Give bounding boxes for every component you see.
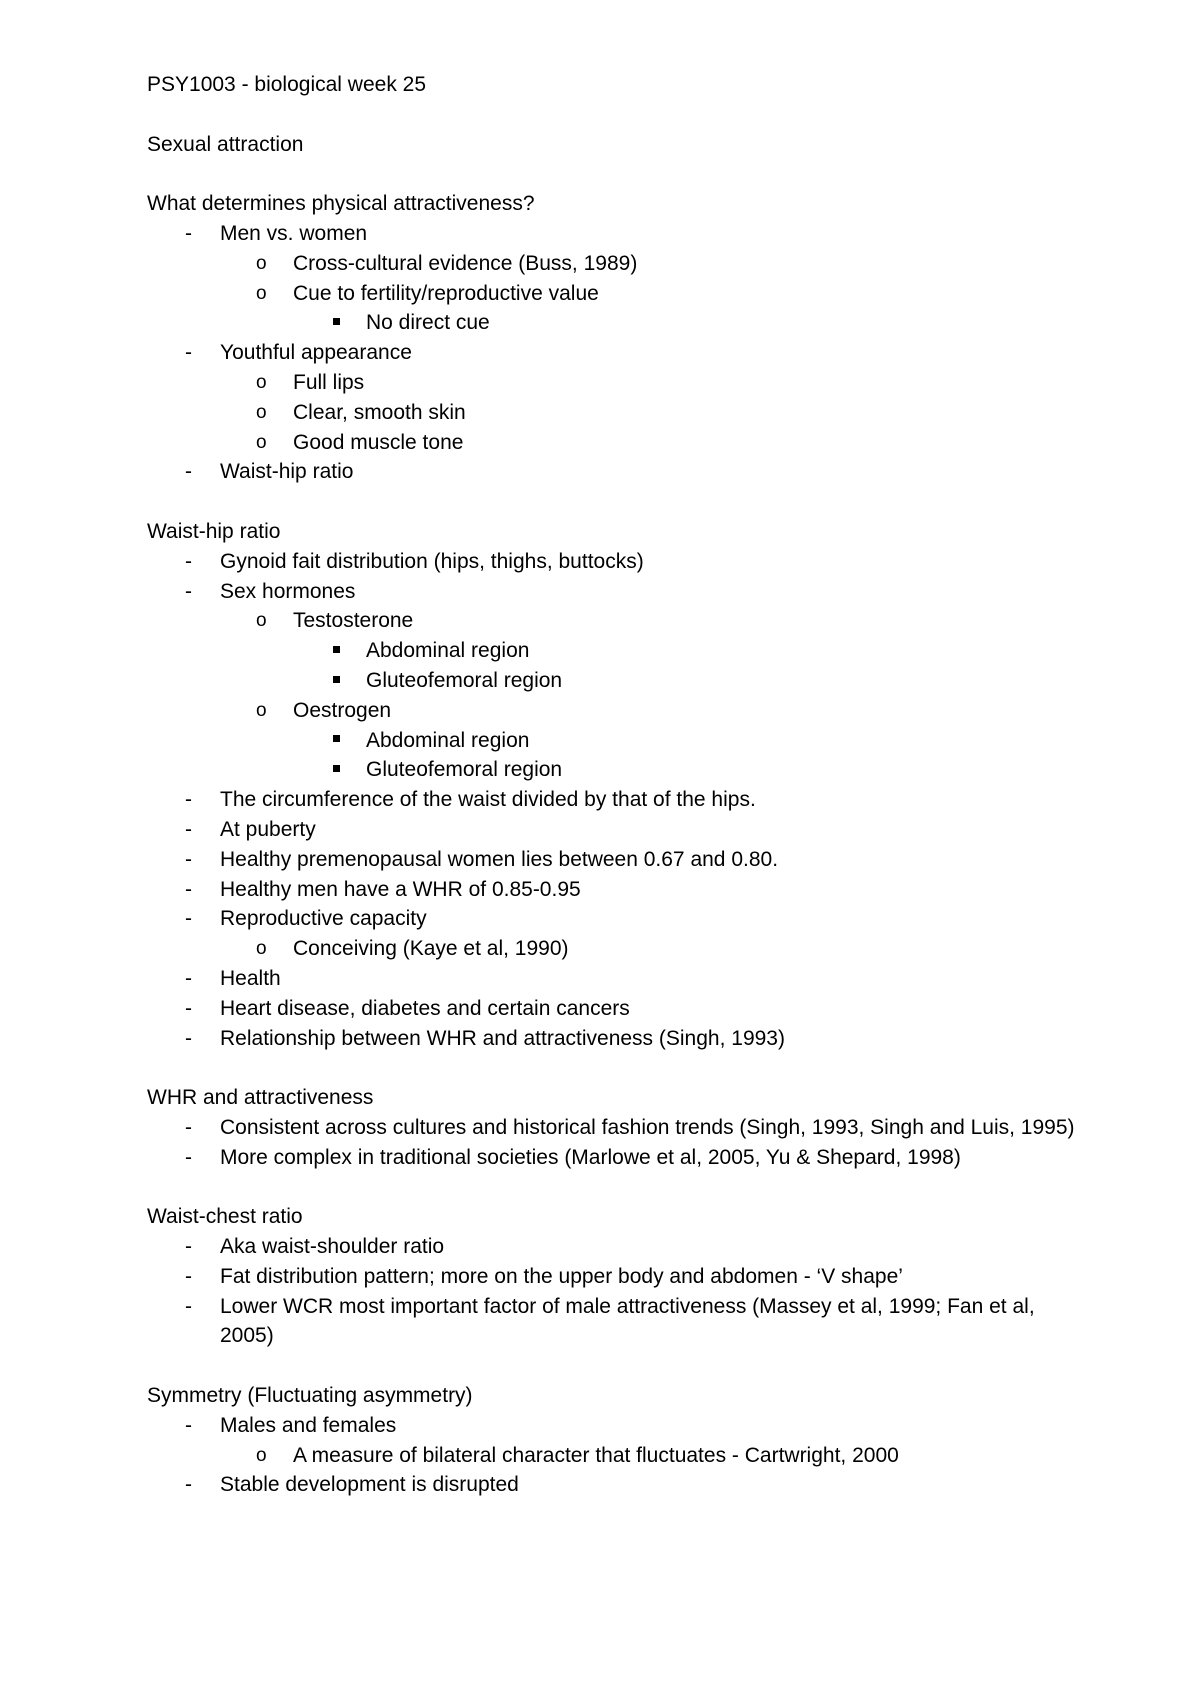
list-item-text: Good muscle tone: [293, 430, 464, 454]
list-item-level-1: [147, 547, 1080, 577]
list-item-text: Lower WCR most important factor of male attractiveness (Massey et al, 1999; Fan et al, 2005): [220, 1294, 1035, 1348]
list-item-text: Testosterone: [293, 609, 414, 633]
list-item-text: Gluteofemoral region: [366, 758, 563, 782]
list-item-text: Aka waist-shoulder ratio: [220, 1235, 445, 1259]
section-heading: WHR and attractiveness: [147, 1086, 374, 1110]
circle-bullet: o: [256, 699, 267, 721]
section-gap: [147, 1172, 1080, 1202]
section-gap: [147, 159, 1080, 189]
list-item-text: Cue to fertility/reproductive value: [293, 281, 599, 305]
dash-bullet: -: [185, 817, 192, 841]
list-item-level-2: [147, 934, 1080, 964]
dash-bullet: -: [185, 1235, 192, 1259]
list-item-level-3: [147, 666, 1080, 696]
list-item-text: Waist-hip ratio: [220, 460, 354, 484]
list-item-level-1: [147, 994, 1080, 1024]
section-heading: Sexual attraction: [147, 132, 304, 156]
list-item-level-1: [147, 785, 1080, 815]
list-item-level-1: [147, 577, 1080, 607]
list-item-text: Oestrogen: [293, 698, 392, 722]
dash-bullet: -: [185, 341, 192, 365]
list-item-level-3: [147, 726, 1080, 756]
list-item-level-1: [147, 219, 1080, 249]
dash-bullet: -: [185, 788, 192, 812]
dash-bullet: -: [185, 460, 192, 484]
circle-bullet: o: [256, 938, 267, 960]
list-item-text: Relationship between WHR and attractiveness (Singh, 1993): [220, 1026, 785, 1050]
circle-bullet: o: [256, 1444, 267, 1466]
list-item-level-1: [147, 1292, 1080, 1352]
list-item-level-1: [147, 815, 1080, 845]
list-item-text: Health: [220, 966, 281, 990]
list-item-level-1: [147, 904, 1080, 934]
dash-bullet: -: [185, 1264, 192, 1288]
list-item-text: The circumference of the waist divided by that of the hips.: [220, 788, 756, 812]
list-item-text: Full lips: [293, 370, 365, 394]
list-item-level-1: [147, 1411, 1080, 1441]
dash-bullet: -: [185, 1294, 192, 1318]
section-gap: [147, 1053, 1080, 1083]
document-title: PSY1003 - biological week 25: [147, 73, 427, 96]
dash-bullet: -: [185, 996, 192, 1020]
section-heading: What determines physical attractiveness?: [147, 192, 535, 216]
list-item-text: Gluteofemoral region: [366, 668, 563, 692]
square-bullet-icon: [333, 666, 340, 696]
list-item-text: Conceiving (Kaye et al, 1990): [293, 937, 569, 961]
dash-bullet: -: [185, 1473, 192, 1497]
square-bullet-icon: [333, 755, 340, 785]
list-item-level-1: [147, 1232, 1080, 1262]
list-item-text: Clear, smooth skin: [293, 400, 466, 424]
square-bullet-icon: [333, 636, 340, 666]
list-item-level-2: [147, 1441, 1080, 1471]
list-item-level-1: [147, 457, 1080, 487]
list-item-level-3: [147, 636, 1080, 666]
list-item-level-1: [147, 875, 1080, 905]
list-item-level-1: [147, 1262, 1080, 1292]
dash-bullet: -: [185, 1413, 192, 1437]
list-item-text: More complex in traditional societies (Marlowe et al, 2005, Yu & Shepard, 1998): [220, 1145, 961, 1169]
circle-bullet: o: [256, 401, 267, 423]
list-item-level-2: [147, 428, 1080, 458]
dash-bullet: -: [185, 1145, 192, 1169]
section-heading: Symmetry (Fluctuating asymmetry): [147, 1384, 473, 1408]
dash-bullet: -: [185, 1115, 192, 1139]
list-item-level-1: [147, 845, 1080, 875]
dash-bullet: -: [185, 549, 192, 573]
dash-bullet: -: [185, 907, 192, 931]
list-item-text: Reproductive capacity: [220, 907, 427, 931]
square-bullet-icon: [333, 726, 340, 756]
list-item-text: Abdominal region: [366, 639, 530, 663]
section-heading: Waist-hip ratio: [147, 519, 281, 543]
dash-bullet: -: [185, 847, 192, 871]
list-item-text: Stable development is disrupted: [220, 1473, 519, 1497]
list-item-text: A measure of bilateral character that fluctuates - Cartwright, 2000: [293, 1443, 899, 1467]
list-item-text: Heart disease, diabetes and certain cancers: [220, 996, 630, 1020]
dash-bullet: -: [185, 877, 192, 901]
dash-bullet: -: [185, 966, 192, 990]
list-item-level-2: [147, 606, 1080, 636]
list-item-text: Healthy premenopausal women lies between 0.67 and 0.80.: [220, 847, 779, 871]
list-item-level-3: [147, 308, 1080, 338]
dash-bullet: -: [185, 1026, 192, 1050]
dash-bullet: -: [185, 221, 192, 245]
list-item-level-1: [147, 1143, 1080, 1173]
circle-bullet: o: [256, 610, 267, 632]
list-item-text: Consistent across cultures and historical fashion trends (Singh, 1993, Singh and Luis, 1995): [220, 1115, 1075, 1139]
list-item-level-2: [147, 368, 1080, 398]
list-item-text: Men vs. women: [220, 221, 368, 245]
section-gap: [147, 487, 1080, 517]
circle-bullet: o: [256, 431, 267, 453]
list-item-text: Fat distribution pattern; more on the upper body and abdomen - ‘V shape’: [220, 1264, 903, 1288]
circle-bullet: o: [256, 252, 267, 274]
list-item-text: At puberty: [220, 817, 316, 841]
list-item-level-2: [147, 398, 1080, 428]
list-item-level-2: [147, 249, 1080, 279]
list-item-level-2: [147, 696, 1080, 726]
list-item-level-1: [147, 964, 1080, 994]
list-item-level-1: [147, 1470, 1080, 1500]
list-item-level-1: [147, 1024, 1080, 1054]
list-item-level-2: [147, 279, 1080, 309]
list-item-text: No direct cue: [366, 311, 490, 335]
section-heading: Waist-chest ratio: [147, 1205, 303, 1229]
circle-bullet: o: [256, 282, 267, 304]
list-item-text: Healthy men have a WHR of 0.85-0.95: [220, 877, 581, 901]
list-item-level-1: [147, 1113, 1080, 1143]
list-item-text: Gynoid fait distribution (hips, thighs, buttocks): [220, 549, 644, 573]
list-item-level-3: [147, 755, 1080, 785]
circle-bullet: o: [256, 371, 267, 393]
list-item-level-1: [147, 338, 1080, 368]
square-bullet-icon: [333, 308, 340, 338]
list-item-text: Sex hormones: [220, 579, 356, 603]
list-item-text: Youthful appearance: [220, 341, 412, 365]
dash-bullet: -: [185, 579, 192, 603]
list-item-text: Males and females: [220, 1413, 397, 1437]
list-item-text: Abdominal region: [366, 728, 530, 752]
list-item-text: Cross-cultural evidence (Buss, 1989): [293, 251, 638, 275]
document-body: [147, 130, 1080, 1501]
section-gap: [147, 1351, 1080, 1381]
